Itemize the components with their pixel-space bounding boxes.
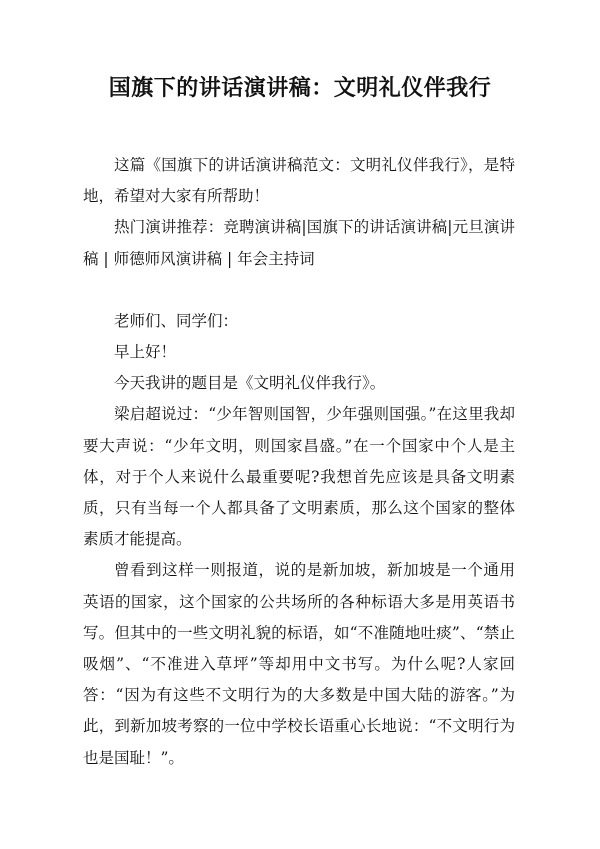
document-title: 国旗下的讲话演讲稿：文明礼仪伴我行	[108, 76, 492, 101]
document-body	[83, 150, 515, 774]
body-paragraph-1: 梁启超说过：“少年智则国智，少年强则国强。”在这里我却要大声说：“少年文明，则国家昌盛。”在一个国家中个人是主体，对于个人来说什么最重要呢?我想首先应该是具备文明素质，只有当每一个人都具备了文明素质，那么这个国家的整体素质才能提高。	[83, 405, 515, 549]
intro-paragraph: 这篇《国旗下的讲话演讲稿范文：文明礼仪伴我行》，是特地，希望对大家有所帮助！	[83, 156, 515, 206]
recommendations-paragraph: 热门演讲推荐：竞聘演讲稿|国旗下的讲话演讲稿|元旦演讲稿 | 师德师风演讲稿 | 年会主持词	[83, 218, 515, 268]
greeting-paragraph: 早上好！	[114, 343, 177, 362]
body-paragraph-2: 曾看到这样一则报道，说的是新加坡，新加坡是一个通用英语的国家，这个国家的公共场所的各种标语大多是用英语书写。但其中的一些文明礼貌的标语，如“不准随地吐痰”、“禁止吸烟”、“不准进入草坪”等却用中文书写。为什么呢?人家回答：“因为有这些不文明行为的大多数是中国大陆的游客。”为此，到新加坡考察的一位中学校长语重心长地说：“不文明行为也是国耻！”。	[83, 561, 515, 767]
salutation-paragraph: 老师们、同学们：	[114, 311, 239, 330]
topic-paragraph: 今天我讲的题目是《文明礼仪伴我行》。	[114, 374, 386, 393]
